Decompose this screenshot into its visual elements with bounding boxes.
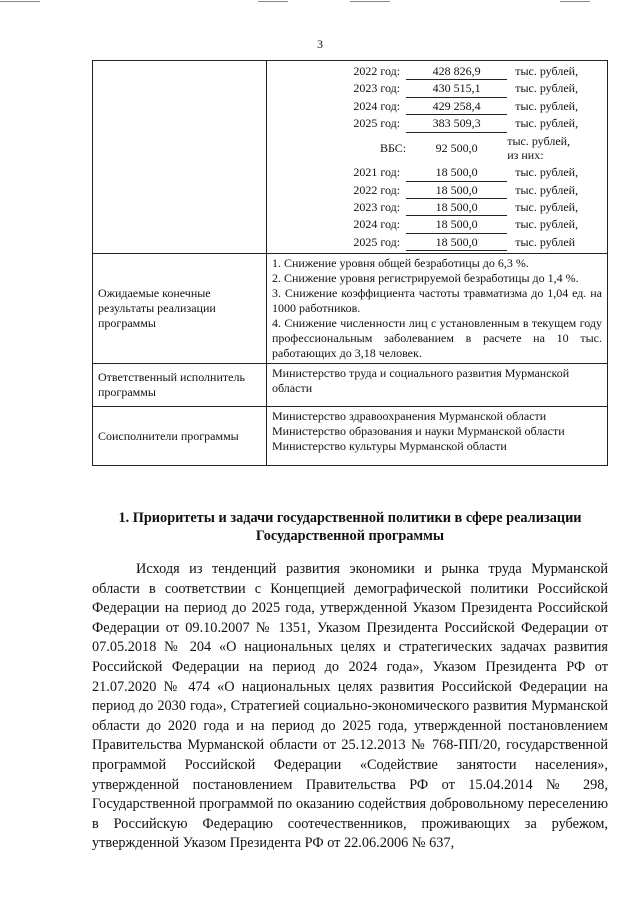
- financing-line: [333, 216, 602, 233]
- co-executors-value: [267, 407, 608, 466]
- expected-results-row: [93, 254, 608, 364]
- result-item-2: 2. Снижение уровня регистрируемой безработицы до 1,4 %.: [272, 271, 579, 286]
- financing-line: [333, 63, 602, 80]
- result-item-3: 3. Снижение коэффициента частоты травматизма до 1,04 ед. на 1000 работников.: [272, 286, 602, 316]
- result-item-4: 4. Снижение численности лиц с установленным в текущем году профессиональным заболеванием в расчете на 10 тыс. работающих до 3,18 человек.: [272, 316, 602, 361]
- financing-value-cell: [267, 61, 608, 254]
- amount-value: 383 509,3: [406, 115, 507, 132]
- unit-label: тыс. рублей,: [515, 64, 579, 79]
- executor-label: Ответственный исполнитель программы: [93, 364, 267, 407]
- vbs-unit: [507, 132, 602, 164]
- unit-label: тыс. рублей: [515, 234, 576, 249]
- vbs-label: ВБС:: [379, 141, 407, 156]
- financing-line: [333, 97, 602, 114]
- financing-row: [93, 61, 608, 254]
- expected-results-value: [267, 254, 608, 364]
- year-label: 2022 год:: [353, 64, 401, 79]
- year-label: 2025 год:: [353, 116, 401, 131]
- financing-line-vbs: [333, 132, 602, 164]
- result-item-1: 1. Снижение уровня общей безработицы до 6,3 %.: [272, 256, 529, 271]
- amount-value: 18 500,0: [406, 198, 507, 215]
- financing-line: [333, 233, 602, 250]
- vbs-amount: 92 500,0: [435, 141, 478, 156]
- vbs-unit-line2: из них:: [507, 148, 544, 163]
- unit-label: тыс. рублей,: [515, 165, 579, 180]
- amount-value: 428 826,9: [406, 63, 507, 80]
- vbs-unit-line1: тыс. рублей,: [507, 134, 571, 149]
- amount-value: 18 500,0: [406, 181, 507, 198]
- financing-table: [333, 63, 602, 251]
- body-paragraph: Исходя из тенденций развития экономики и рынка труда Мурманской области в соответствии с Концепцией демографической политики Российской Федерации на период до 2025 года, утвержденной Указом Президента Российской Федерации от 09.10.2007 № 1351, Указом Президента Российской Федерации от 07.05.2018 № 204 «О национальных целях и стратегических задачах развития Российской Федерации на период до 2024 года», Указом Президента РФ от 21.07.2020 № 474 «О национальных целях развития Российской Федерации на период до 2030 года», Стратегией социально-экономического развития Мурманской области до 2020 года и на период до 2025 года, утвержденной постановлением Правительства Мурманской области от 25.12.2013 № 768-ПП/20, государственной программой Российской Федерации «Содействие занятости населения», утвержденной постановлением Правительства РФ от 15.04.2014 № 298, Государственной программой по оказанию содействия добровольному переселению в Российскую Федерацию соотечественников, проживающих за рубежом, утвержденной Указом Президента РФ от 22.06.2006 № 637,: [92, 561, 608, 852]
- amount-value: 18 500,0: [406, 164, 507, 181]
- executor-value: Министерство труда и социального развития Мурманской области: [267, 364, 608, 407]
- financing-label-cell: [93, 61, 267, 254]
- scan-edge-marks: [0, 0, 640, 4]
- amount-value: 18 500,0: [406, 216, 507, 233]
- program-passport-table: [92, 60, 608, 466]
- amount-value: 18 500,0: [406, 233, 507, 250]
- year-label: 2023 год:: [353, 81, 401, 96]
- year-label: 2024 год:: [353, 217, 401, 232]
- amount-value: 430 515,1: [406, 80, 507, 97]
- unit-label: тыс. рублей,: [515, 81, 579, 96]
- section-heading: 1. Приоритеты и задачи государственной политики в сфере реализации Государственной программы: [118, 510, 582, 544]
- year-label: 2022 год:: [353, 182, 401, 197]
- financing-line: [333, 181, 602, 198]
- year-label: 2025 год:: [353, 234, 401, 249]
- page-number: 3: [317, 37, 323, 51]
- co-executors-label: Соисполнители программы: [93, 407, 267, 466]
- financing-line: [333, 80, 602, 97]
- amount-value: 429 258,4: [406, 97, 507, 114]
- year-label: 2023 год:: [353, 199, 401, 214]
- executor-row: [93, 364, 608, 407]
- co-executors-row: [93, 407, 608, 466]
- unit-label: тыс. рублей,: [515, 182, 579, 197]
- year-label: 2024 год:: [353, 98, 401, 113]
- financing-line: [333, 164, 602, 181]
- unit-label: тыс. рублей,: [515, 116, 579, 131]
- financing-line: [333, 115, 602, 132]
- year-label: 2021 год:: [353, 165, 401, 180]
- co-executor-item-2: Министерство образования и науки Мурманской области: [272, 424, 565, 439]
- expected-results-label: Ожидаемые конечные результаты реализации программы: [93, 254, 267, 364]
- unit-label: тыс. рублей,: [515, 217, 579, 232]
- financing-line: [333, 198, 602, 215]
- unit-label: тыс. рублей,: [515, 98, 579, 113]
- co-executor-item-3: Министерство культуры Мурманской области: [272, 439, 507, 454]
- unit-label: тыс. рублей,: [515, 199, 579, 214]
- co-executor-item-1: Министерство здравоохранения Мурманской области: [272, 409, 547, 424]
